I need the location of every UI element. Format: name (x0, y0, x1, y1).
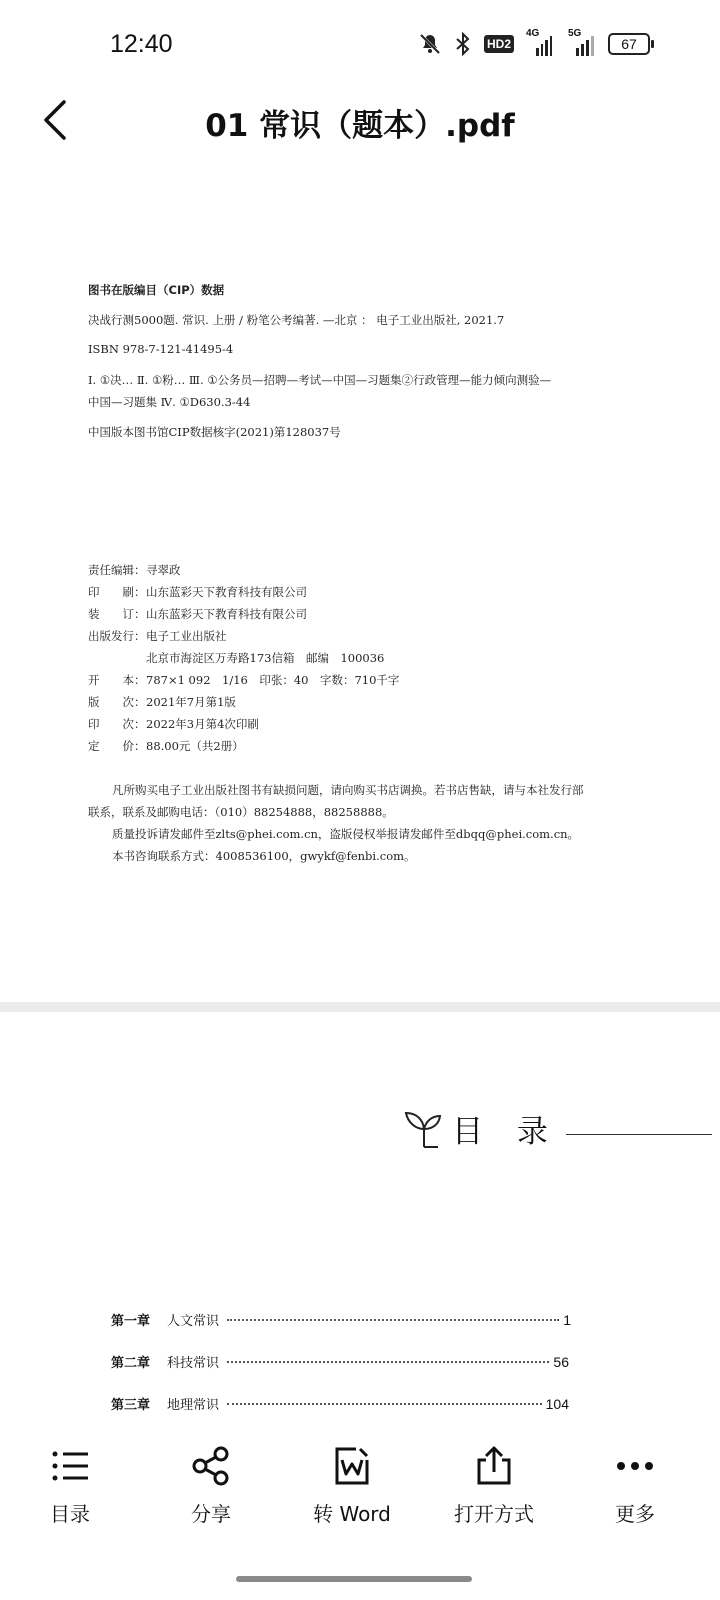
cip-heading: 图书在版编目（CIP）数据 (88, 283, 225, 297)
credit-row: 开 本：787×1 092 1/16 印张：40 字数：710千字 (88, 673, 400, 687)
list-icon (50, 1446, 90, 1486)
pdf-page-copyright (0, 160, 720, 1002)
notice-line: 本书咨询联系方式：4008536100，gwykf@fenbi.com。 (112, 849, 416, 863)
toc-heading (402, 1106, 712, 1151)
mute-bell-icon (418, 32, 442, 56)
toc-title: 目 录 (452, 1114, 560, 1150)
hd-icon: HD2 (484, 35, 514, 53)
notice-line: 联系，联系及邮购电话：（010）88254888，88258888。 (88, 805, 394, 819)
open-with-button[interactable] (434, 1446, 554, 1527)
classification-line: Ⅰ. ①决… Ⅱ. ①粉… Ⅲ. ①公务员—招聘—考试—中国—习题集②行政管理—能力倾向测验— (88, 373, 552, 387)
credit-row: 北京市海淀区万寿路173信箱 邮编 100036 (146, 651, 385, 665)
bluetooth-icon (454, 32, 472, 56)
title-bar (0, 88, 720, 160)
more-icon (615, 1446, 655, 1486)
status-icons (418, 28, 654, 56)
credit-row: 装 订：山东蓝彩天下教育科技有限公司 (88, 607, 307, 621)
signal-5g-icon: 5G (564, 32, 596, 56)
toolbar-label: 分享 (191, 1502, 231, 1526)
convert-word-button[interactable] (292, 1446, 412, 1527)
credit-row: 印 刷：山东蓝彩天下教育科技有限公司 (88, 585, 307, 599)
classification-line: 中国—习题集 Ⅳ. ①D630.3-44 (88, 395, 251, 409)
toc-entry[interactable]: 第一章 人文常识 1 (111, 1312, 571, 1329)
status-bar (0, 0, 720, 88)
notice-line: 质量投诉请发邮件至zlts@phei.com.cn，盗版侵权举报请发邮件至dbqq@phei.com.cn。 (112, 827, 580, 841)
toolbar-label: 打开方式 (454, 1502, 534, 1526)
credit-row: 出版发行：电子工业出版社 (88, 629, 227, 643)
cip-record: 中国版本图书馆CIP数据核字(2021)第128037号 (88, 425, 341, 439)
credit-row: 责任编辑：寻翠政 (88, 563, 181, 577)
status-time: 12:40 (110, 30, 173, 58)
word-convert-icon (332, 1446, 372, 1486)
signal-4g-icon: 4G (526, 32, 552, 56)
toc-entry[interactable]: 第二章 科技常识 56 (111, 1354, 569, 1371)
open-with-icon (474, 1446, 514, 1486)
isbn: ISBN 978-7-121-41495-4 (88, 342, 234, 356)
share-icon (191, 1446, 231, 1486)
pdf-page-toc (0, 1012, 720, 1438)
sprout-icon (402, 1109, 446, 1149)
share-button[interactable] (151, 1446, 271, 1527)
toolbar-label: 转 Word (313, 1502, 391, 1526)
credit-row: 印 次：2022年3月第4次印刷 (88, 717, 259, 731)
toc-button[interactable] (10, 1446, 130, 1527)
credit-row: 版 次：2021年7月第1版 (88, 695, 236, 709)
battery-level: 67 (608, 33, 650, 55)
more-button[interactable] (575, 1446, 695, 1527)
toolbar-label: 目录 (50, 1502, 90, 1526)
toc-entry[interactable]: 第三章 地理常识 104 (111, 1396, 569, 1413)
cip-line: 决战行测5000题. 常识. 上册 / 粉笔公考编著. —北京 ： 电子工业出版社, 2021.7 (88, 313, 505, 327)
document-title: 01 常识（题本）.pdf (205, 108, 515, 144)
toolbar-label: 更多 (615, 1502, 655, 1526)
toc-heading-rule (566, 1134, 712, 1135)
home-indicator[interactable] (236, 1576, 472, 1582)
notice-line: 凡所购买电子工业出版社图书有缺损问题，请向购买书店调换。若书店售缺，请与本社发行部 (112, 783, 584, 797)
credit-row: 定 价：88.00元（共2册） (88, 739, 244, 753)
pdf-viewer[interactable] (0, 160, 720, 1438)
